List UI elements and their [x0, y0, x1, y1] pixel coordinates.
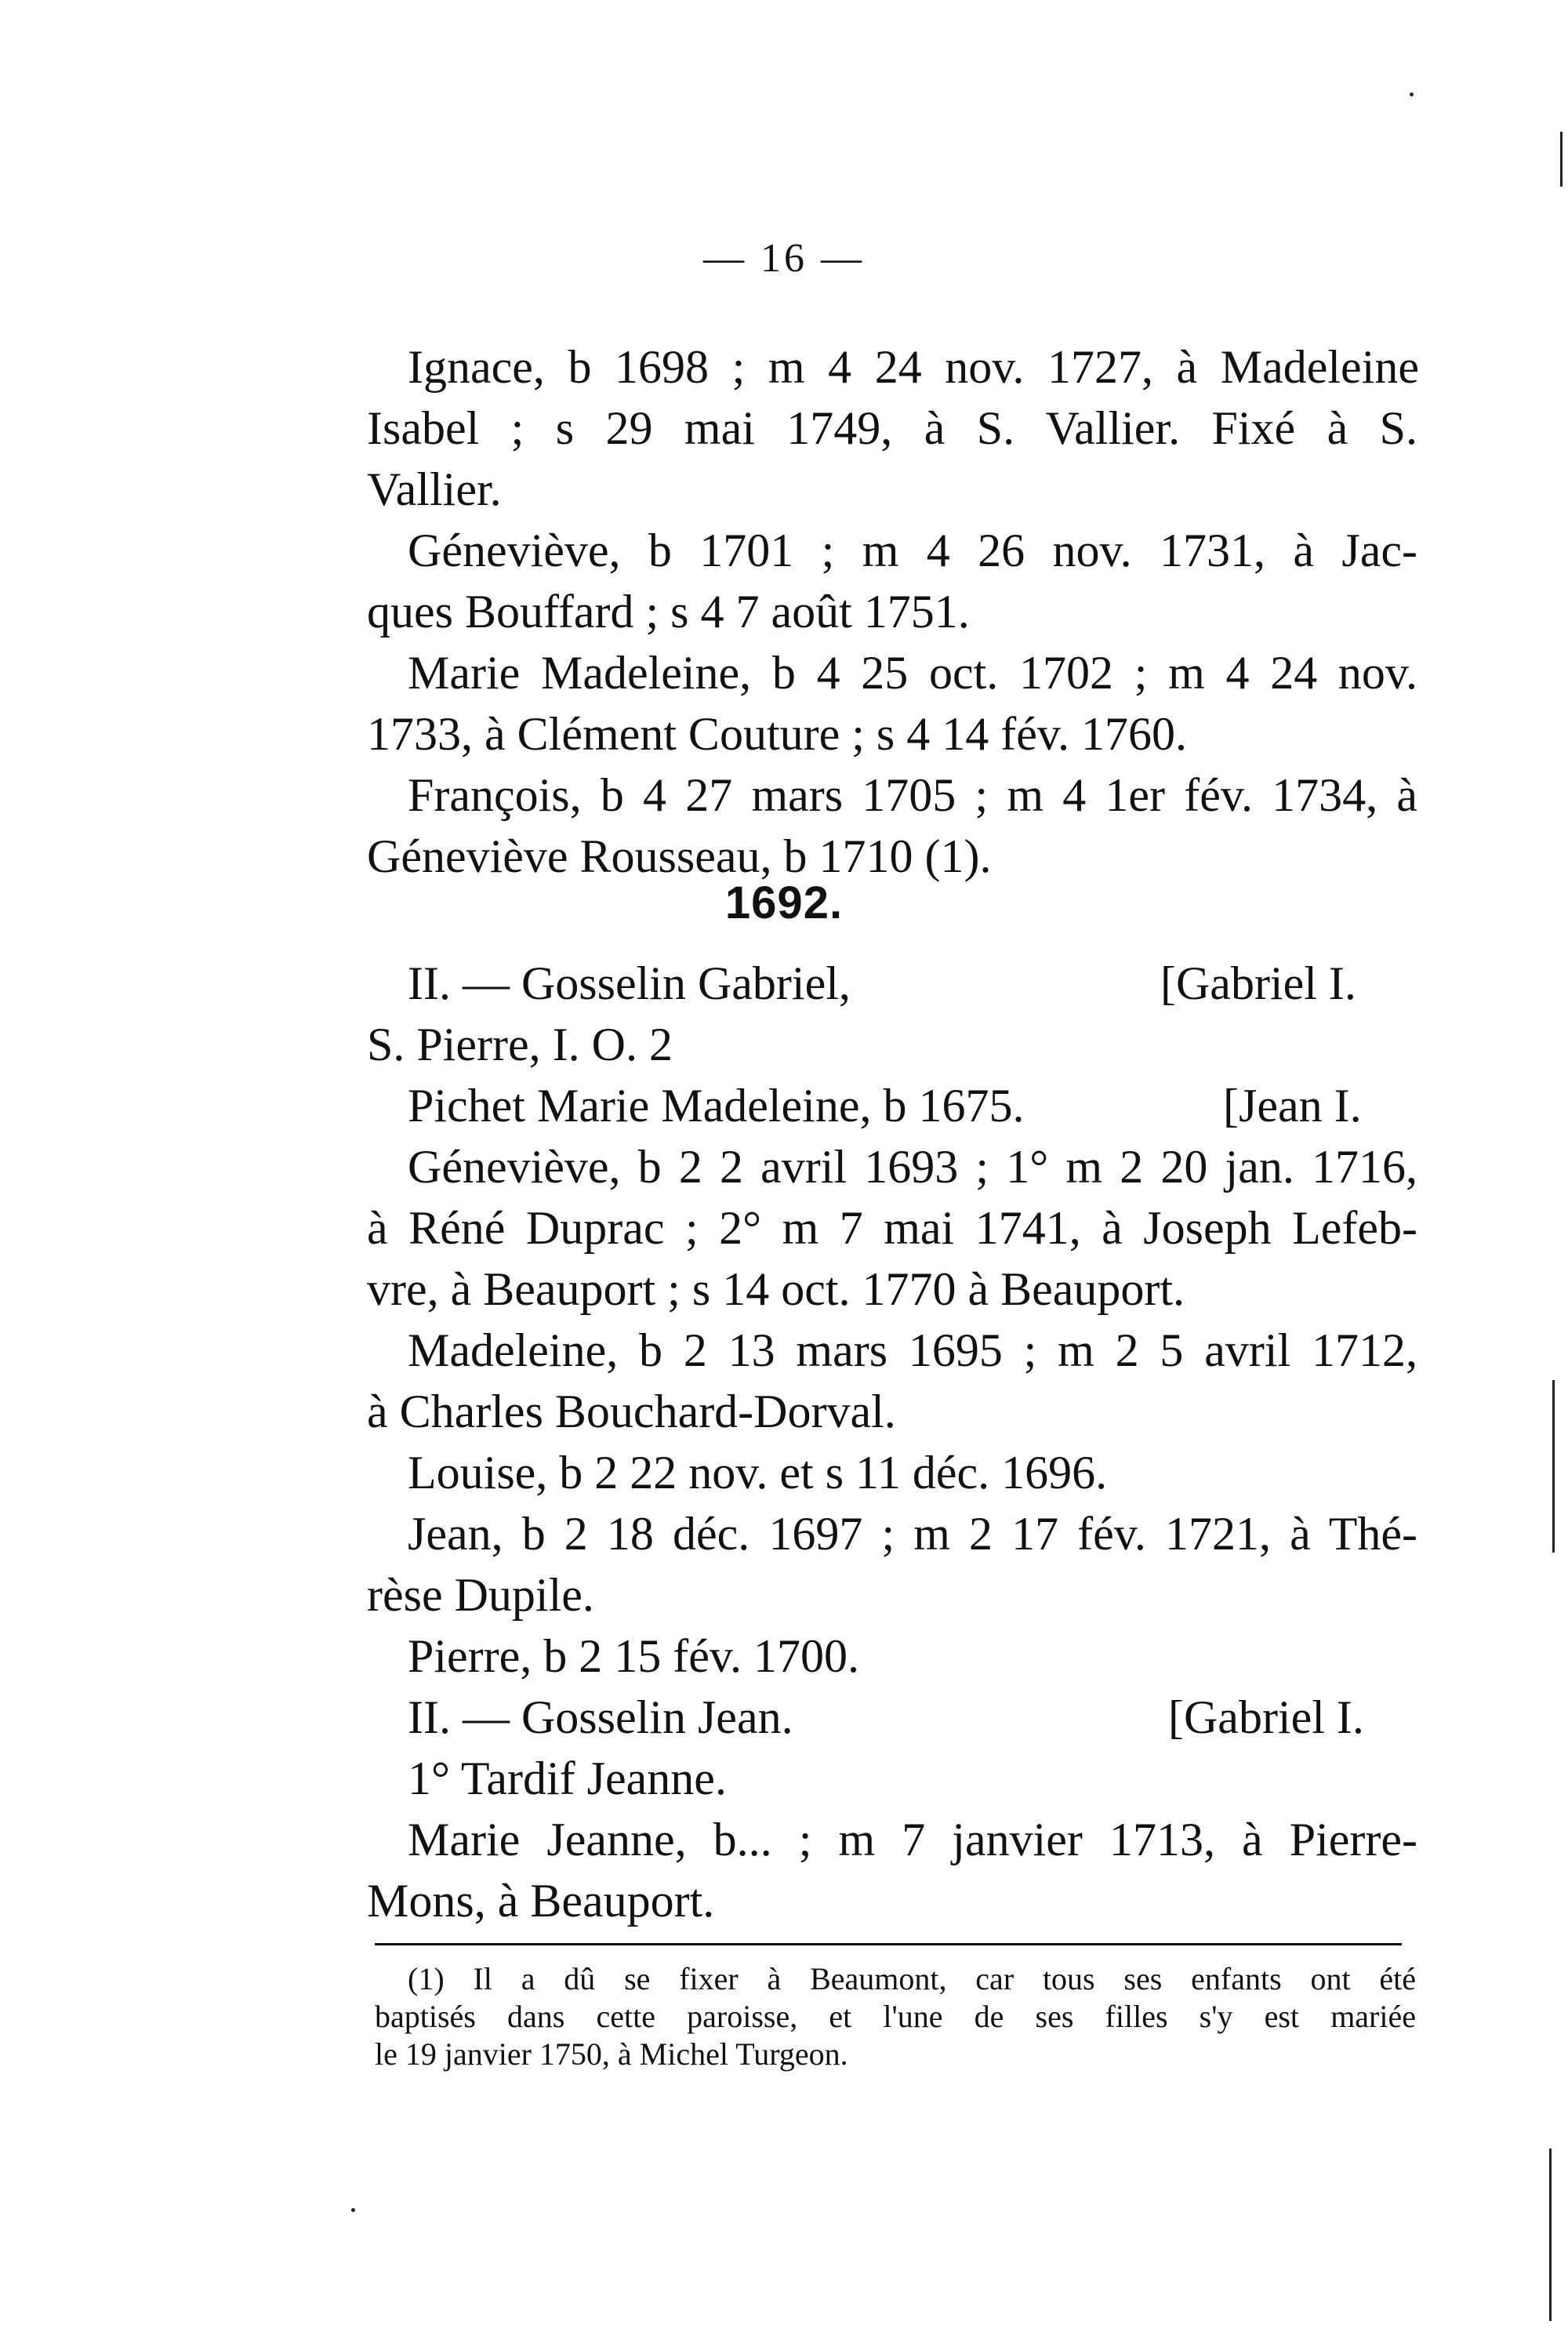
text-line-ignace-3: Vallier. [367, 463, 502, 515]
text-line-genevieve-b2-1: Géneviève, b 2 2 avril 1693 ; 1° m 2 20 jan. 1716, [408, 1141, 1417, 1193]
text-line-ignace-1: Ignace, b 1698 ; m 4 24 nov. 1727, à Madeleine [408, 341, 1419, 393]
text-line-pierre: Pierre, b 2 15 fév. 1700. [408, 1630, 859, 1682]
text-line-genevieve-2: ques Bouffard ; s 4 7 août 1751. [367, 586, 970, 637]
father-ref-gabriel-2: [Gabriel I. [1168, 1691, 1364, 1743]
text-line-francois-2: Géneviève Rousseau, b 1710 (1). [367, 830, 992, 882]
scan-edge-mark [1549, 2149, 1552, 2321]
text-line-genevieve-b2-2: à Réné Duprac ; 2° m 7 mai 1741, à Joseph Lefeb- [367, 1202, 1417, 1254]
entry-head-gosselin-jean: II. — Gosselin Jean. [408, 1691, 793, 1743]
footnote-rule [375, 1943, 1402, 1945]
text-line-pichet: Pichet Marie Madeleine, b 1675. [408, 1080, 1025, 1131]
page-number: — 16 — [703, 236, 865, 281]
text-line-marie-madeleine-1: Marie Madeleine, b 4 25 oct. 1702 ; m 4 24 nov. [408, 647, 1417, 699]
text-line-genevieve-b2-3: vre, à Beauport ; s 14 oct. 1770 à Beauport. [367, 1263, 1185, 1315]
text-line-ignace-2: Isabel ; s 29 mai 1749, à S. Vallier. Fixé à S. [367, 402, 1417, 454]
text-line-genevieve-1: Géneviève, b 1701 ; m 4 26 nov. 1731, à Jac- [408, 525, 1417, 576]
text-line-madeleine-2: à Charles Bouchard-Dorval. [367, 1386, 896, 1437]
text-line-marie-jeanne-1: Marie Jeanne, b... ; m 7 janvier 1713, à Pierre- [408, 1814, 1417, 1865]
footnote-line-2: baptisés dans cette paroisse, et l'une de ses filles s'y est mariée [375, 1999, 1416, 2034]
section-year-heading: 1692. [724, 877, 844, 928]
text-line-s-pierre: S. Pierre, I. O. 2 [367, 1019, 673, 1070]
father-ref-jean: [Jean I. [1223, 1080, 1362, 1131]
scan-speck [1410, 93, 1414, 96]
text-line-jean-2: rèse Dupile. [367, 1569, 594, 1621]
footnote-line-1: (1) Il a dû se fixer à Beaumont, car tous ses enfants ont été [408, 1961, 1416, 1996]
father-ref-gabriel: [Gabriel I. [1160, 957, 1356, 1009]
entry-head-gosselin-gabriel: II. — Gosselin Gabriel, [408, 957, 851, 1009]
text-line-marie-jeanne-2: Mons, à Beauport. [367, 1875, 715, 1927]
text-line-louise: Louise, b 2 22 nov. et s 11 déc. 1696. [408, 1447, 1108, 1498]
scan-edge-mark [1560, 132, 1563, 187]
text-line-madeleine-1: Madeleine, b 2 13 mars 1695 ; m 2 5 avril 1712, [408, 1324, 1417, 1376]
text-line-tardif: 1° Tardif Jeanne. [408, 1753, 727, 1804]
footnote-line-3: le 19 janvier 1750, à Michel Turgeon. [375, 2036, 848, 2072]
text-line-francois-1: François, b 4 27 mars 1705 ; m 4 1er fév. 1734, à [408, 769, 1417, 821]
scan-edge-mark [1552, 1380, 1555, 1553]
text-line-marie-madeleine-2: 1733, à Clément Couture ; s 4 14 fév. 1760. [367, 708, 1187, 760]
text-line-jean-1: Jean, b 2 18 déc. 1697 ; m 2 17 fév. 1721, à Thé- [408, 1508, 1417, 1560]
scan-speck [351, 2208, 355, 2212]
